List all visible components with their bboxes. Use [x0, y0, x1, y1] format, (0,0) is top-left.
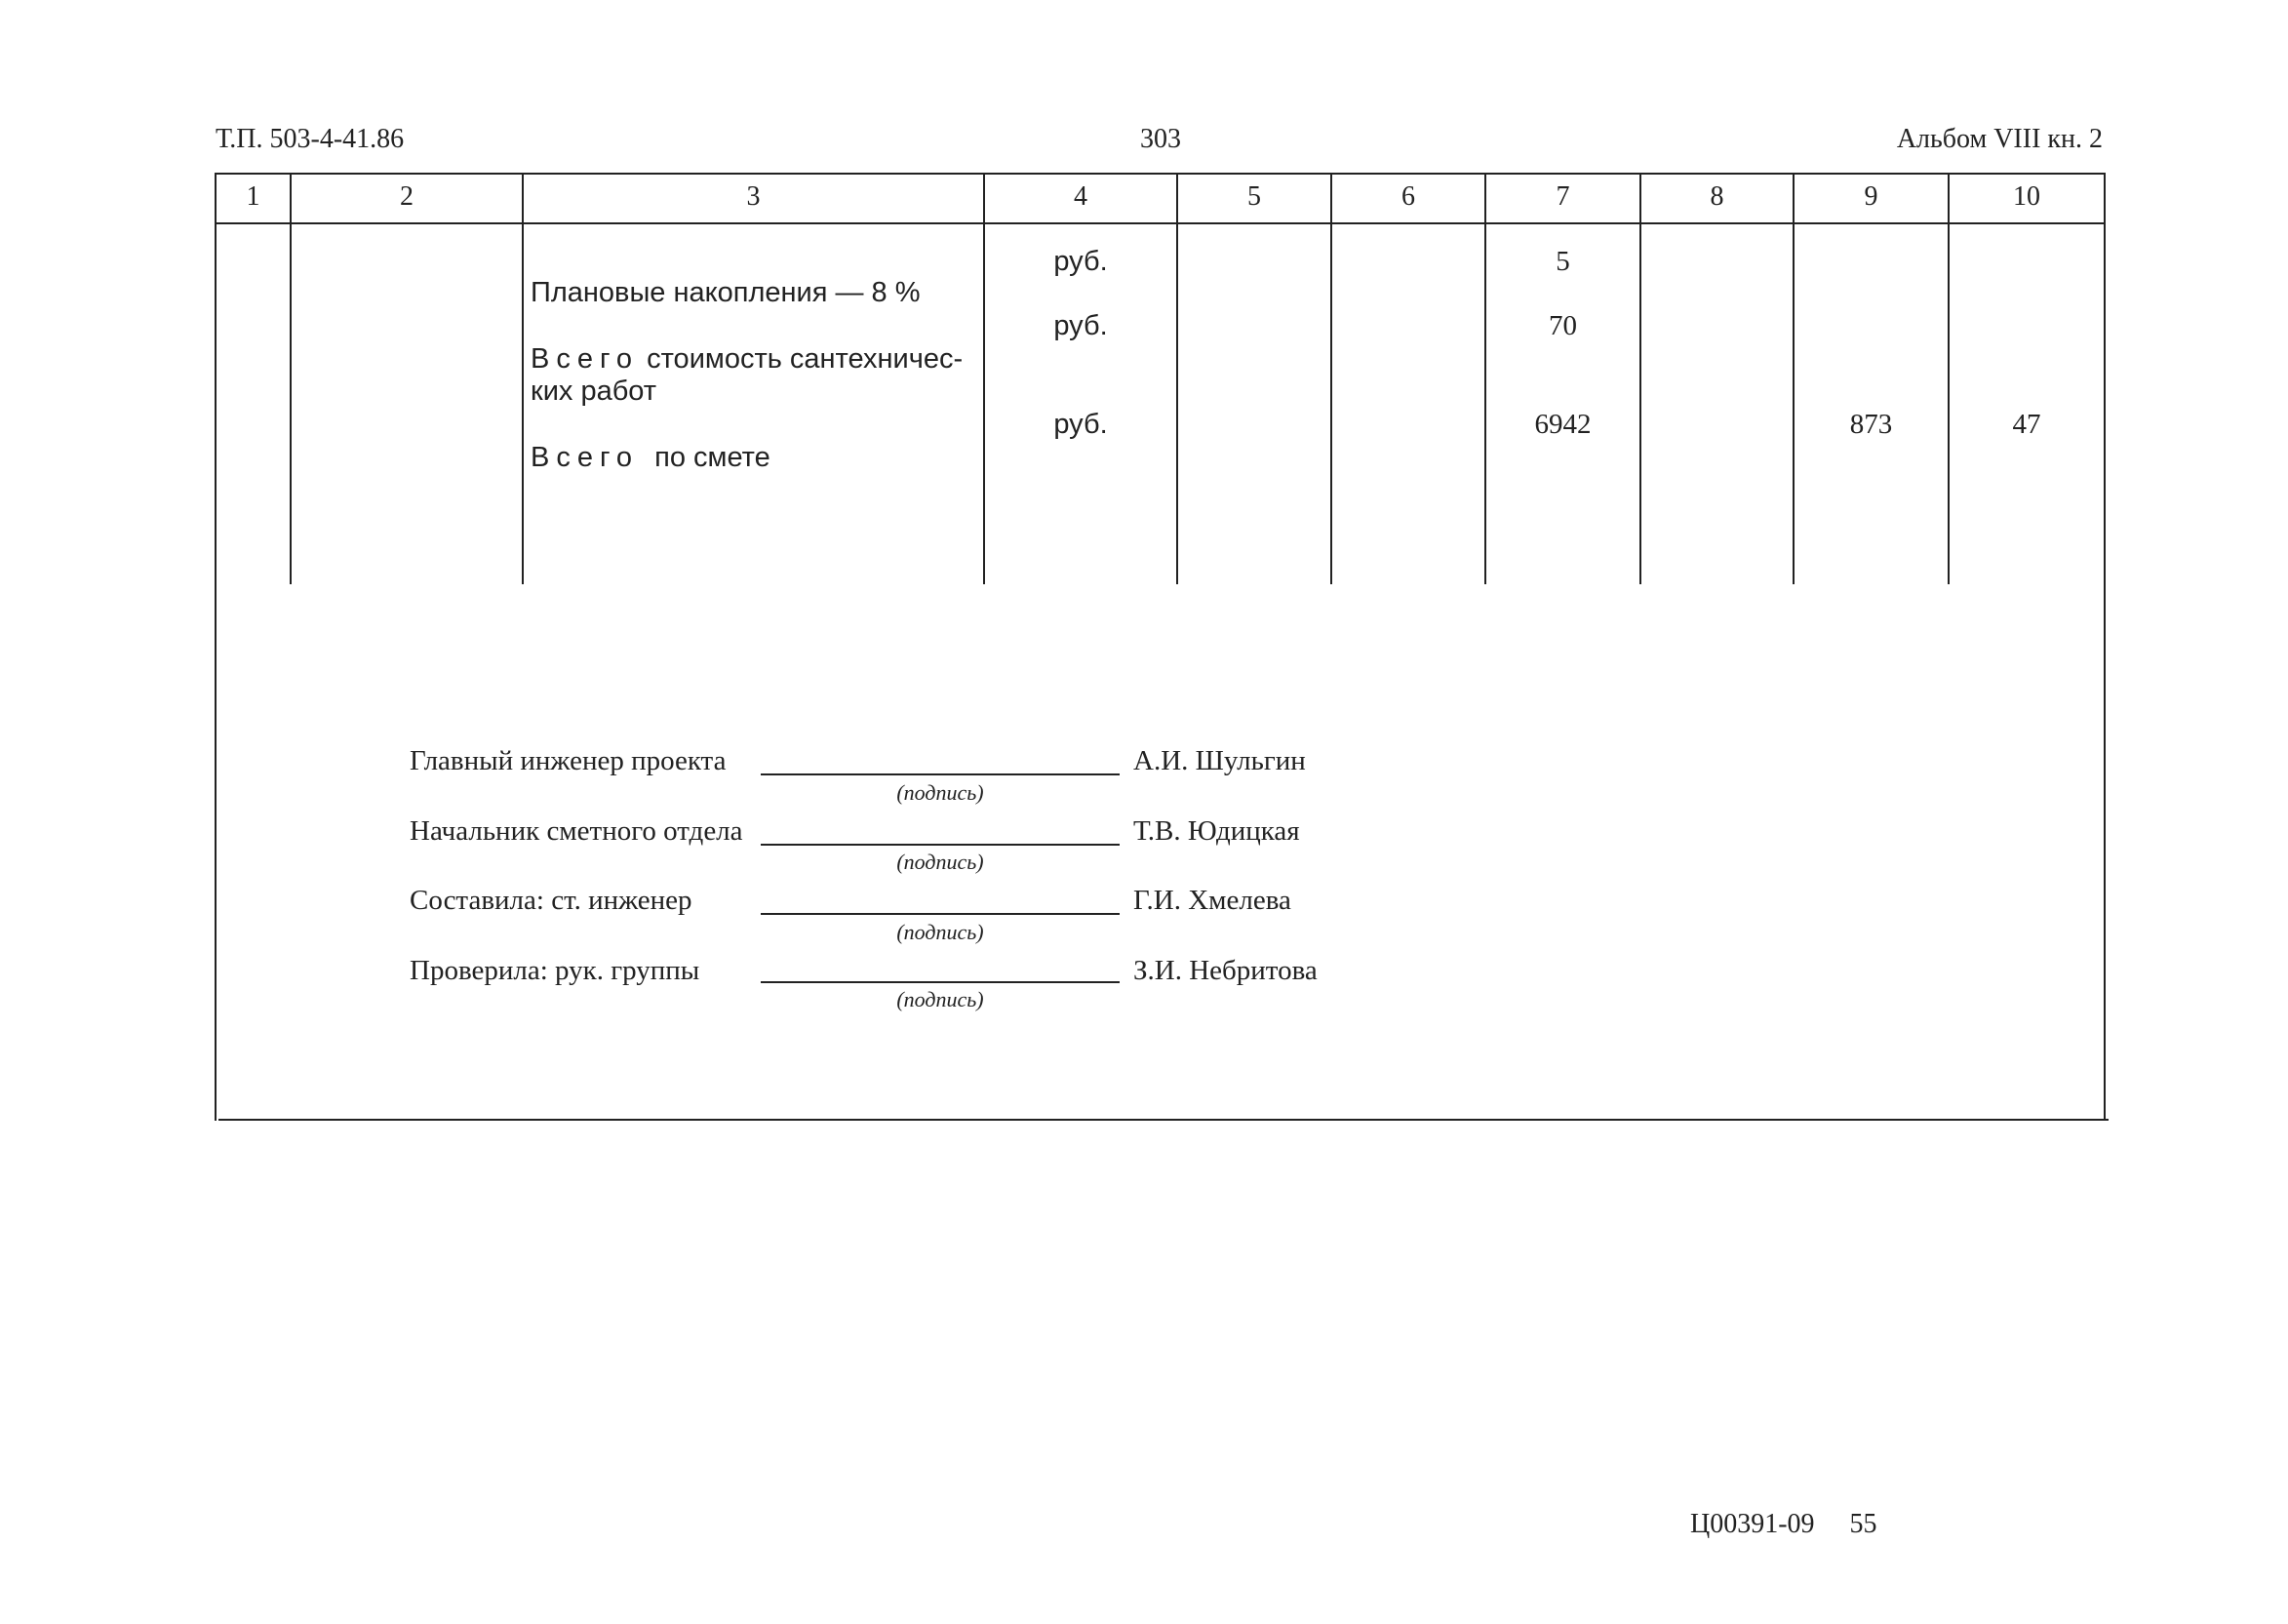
- signature-line: [761, 981, 1120, 983]
- column-divider: [1484, 173, 1486, 584]
- column-number: 10: [2013, 181, 2040, 212]
- signature-line: [761, 773, 1120, 775]
- column-number: 9: [1864, 181, 1878, 212]
- signature-caption: (подпись): [896, 920, 984, 944]
- signature-role: Проверила: рук. группы: [410, 955, 700, 986]
- description-total-plumbing-line2: ких работ: [531, 376, 657, 407]
- column-number: 8: [1710, 181, 1724, 212]
- unit-cell: руб.: [1053, 246, 1108, 277]
- footer-page-number: 55: [1849, 1509, 1877, 1539]
- signature-caption: (подпись): [896, 850, 984, 874]
- column-divider: [1330, 173, 1332, 584]
- signature-caption: (подпись): [896, 780, 984, 805]
- signature-name: Т.В. Юдицкая: [1133, 815, 1300, 847]
- signature-name: Г.И. Хмелева: [1133, 885, 1291, 916]
- page-number: 303: [1140, 124, 1181, 154]
- column-number: 2: [400, 181, 414, 212]
- table-header-bottom-border: [215, 222, 2105, 224]
- signature-line: [761, 844, 1120, 846]
- column-divider: [1793, 173, 1795, 584]
- unit-cell: руб.: [1053, 409, 1108, 440]
- value-cell-col7: 6942: [1534, 409, 1592, 440]
- description-total-prefix: Всего: [531, 343, 640, 375]
- table-bottom-border: [218, 1119, 2109, 1121]
- description-total-rest: стоимость сантехничес-: [639, 343, 964, 375]
- signature-role: Главный инженер проекта: [410, 745, 727, 776]
- column-divider: [983, 173, 985, 584]
- document-code: Т.П. 503-4-41.86: [216, 124, 405, 154]
- footer-document-code: Ц00391-09: [1690, 1509, 1815, 1539]
- table-right-border: [2104, 173, 2106, 1121]
- value-cell-col10: 47: [2012, 409, 2041, 440]
- signature-name: З.И. Небритова: [1133, 955, 1318, 986]
- signature-line: [761, 913, 1120, 915]
- footer-code: [1690, 1508, 1877, 1541]
- column-number: 3: [746, 181, 761, 212]
- column-divider: [1948, 173, 1950, 584]
- column-number: 4: [1074, 181, 1087, 212]
- description-total-estimate: [531, 441, 770, 474]
- signature-role: Составила: ст. инженер: [410, 885, 692, 916]
- signature-caption: (подпись): [896, 987, 984, 1011]
- column-divider: [522, 173, 524, 584]
- table-left-border: [215, 173, 217, 1121]
- column-divider: [1639, 173, 1641, 584]
- column-divider: [290, 173, 292, 584]
- column-number: 6: [1401, 181, 1415, 212]
- column-number: 5: [1247, 181, 1261, 212]
- column-number: 1: [246, 181, 260, 212]
- column-divider: [1176, 173, 1178, 584]
- column-number: 7: [1556, 181, 1570, 212]
- description-total-plumbing: [531, 342, 963, 376]
- description-total-prefix: Всего: [531, 442, 640, 473]
- signature-name: А.И. Шульгин: [1133, 745, 1306, 776]
- description-planned-savings: Плановые накопления — 8 %: [531, 277, 921, 308]
- value-cell-col7: 70: [1549, 310, 1577, 341]
- value-cell-col7: 5: [1556, 246, 1570, 277]
- value-cell-col9: 873: [1849, 409, 1893, 440]
- album-label: Альбом VIII кн. 2: [1896, 124, 2103, 154]
- unit-cell: руб.: [1053, 310, 1108, 341]
- signature-role: Начальник сметного отдела: [410, 815, 743, 847]
- table-top-border: [215, 173, 2105, 175]
- description-total-rest: по смете: [654, 442, 770, 473]
